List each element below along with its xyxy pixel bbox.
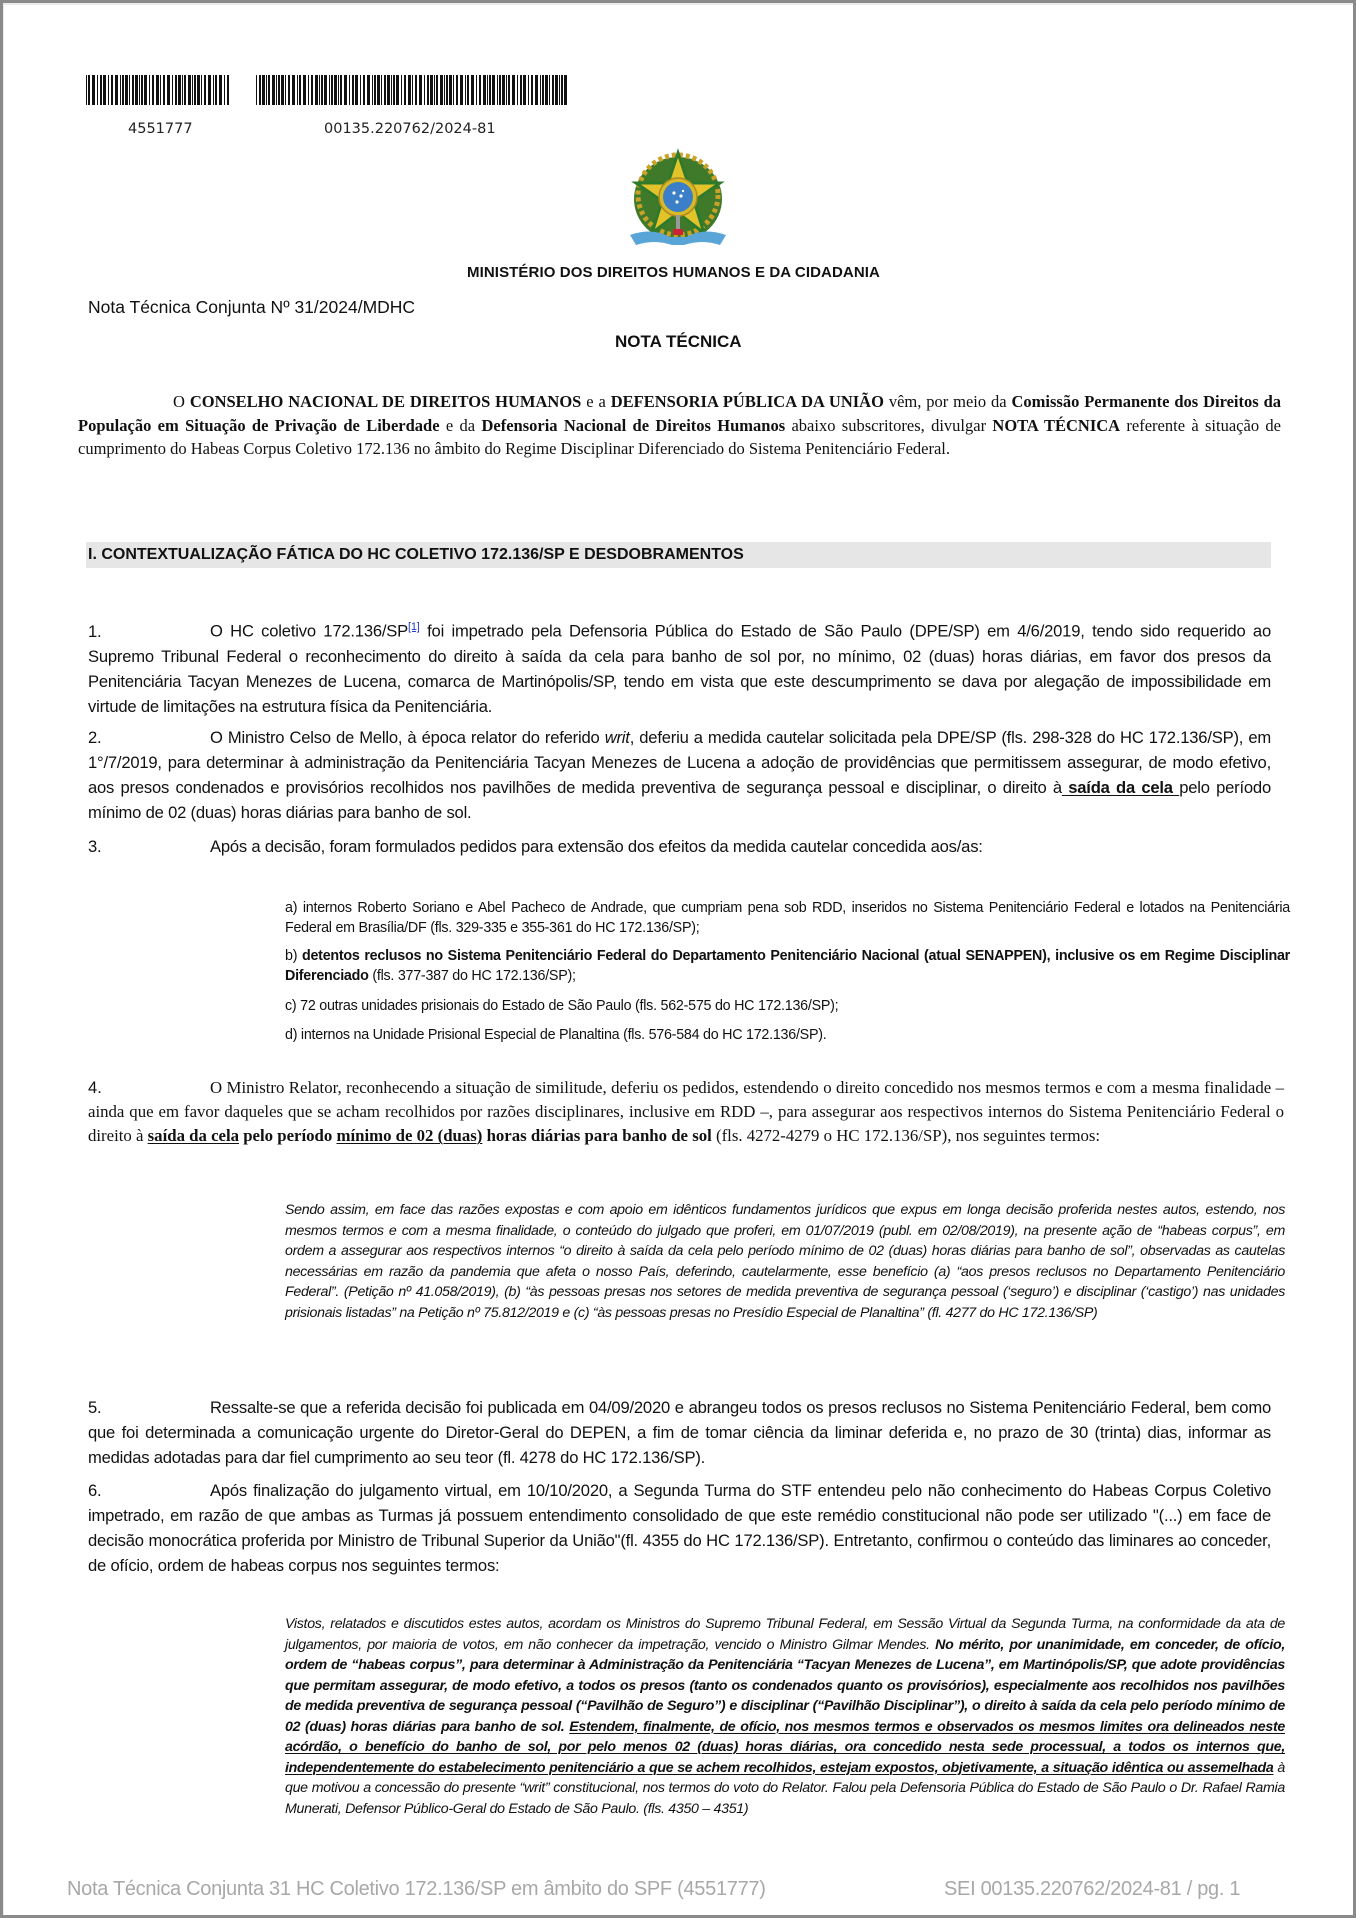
barcode-bar (208, 75, 211, 105)
barcode-bar (471, 75, 474, 105)
section-heading-1 (86, 542, 1271, 568)
barcode-bar (492, 75, 495, 105)
barcode-bar (115, 75, 118, 105)
barcode-bar (156, 75, 159, 105)
citation-block-1: Sendo assim, em face das razões expostas e com apoio em idênticos fundamentos jurídicos que expus em longa decisão proferida nestes autos, estendo, nos mesmos termos e com a mesma finalidade, o conteúdo do julgado que proferi, em 01/07/2019 (publ. em 02/08/2019), na presente ação de “habeas corpus”, em ordem a assegurar aos respectivos internos “o direito à saída da cela pelo período mínimo de 02 (duas) horas diárias para banho de sol”, observadas as cautelas necessárias em razão da pandemia que afeta o nosso País, deferindo, cautelarmente, esse benefício (a) “aos presos reclusos no Departamento Penitenciário Federal”. (Petição nº 41.058/2019), (b) “às pessoas presas nos setores de medida preventiva de segurança pessoal (‘seguro’) e disciplinar (‘castigo’) nas unidades prisionais listadas” na Petição nº 75.812/2019 e (c) “às pessoas presas no Presídio Especial de Planaltina” (fl. 4277 do HC 172.136/SP) (285, 1202, 1285, 1321)
barcode-bar (381, 75, 382, 105)
barcode-bar (288, 75, 290, 105)
barcode-bar (349, 75, 350, 105)
barcode-bar (175, 75, 177, 105)
barcode-bar (549, 75, 550, 105)
paragraph-number: 3. (88, 837, 102, 856)
paragraph-text: foi impetrado pela Defensoria Pública do Estado de São Paulo (DPE/SP) em 4/6/2019, tendo sido requerido ao Supremo Tribunal Federal o reconhecimento do direito à saída da cela para banho de sol por, no mínimo, 02 (duas) horas diárias, em favor dos presos da Penitenciária Tacyan Menezes de Lucena, comarca de Martinópolis/SP, tendo em vista que este descumprimento se dava por alegação de impossibilidade em virtude de limitações na estrutura física da Penitenciária. (88, 621, 1271, 716)
barcode-bar (465, 75, 466, 105)
barcode-bar (561, 75, 563, 105)
barcode-bar (377, 75, 380, 105)
barcode-bar (479, 75, 481, 105)
barcode-bar (160, 75, 161, 105)
footer-document-reference: Nota Técnica Conjunta 31 HC Coletivo 172.136/SP em âmbito do SPF (4551777) (67, 1878, 766, 1900)
barcode-bar (97, 75, 98, 105)
barcode-bar (86, 75, 87, 105)
barcode-bar (374, 75, 376, 105)
barcode-bar (360, 75, 361, 105)
barcode-bar (434, 75, 435, 105)
barcode-bar (391, 75, 392, 105)
list-item-prefix: b) (285, 948, 302, 964)
paragraph-text: pelo período mínimo de 02 (duas) horas diárias para banho de sol. (88, 778, 1271, 822)
barcode-bar (276, 75, 277, 105)
paragraph-number: 1. (88, 621, 102, 641)
barcode-bar (292, 75, 295, 105)
barcode-bar (338, 75, 339, 105)
barcode-bar (204, 75, 206, 105)
barcode-bar (266, 75, 267, 105)
barcode-bar (427, 75, 429, 105)
barcode-bar (499, 75, 501, 105)
paragraph-text: Ressalte-se que a referida decisão foi publicada em 04/09/2020 e abrangeu todos os presos reclusos no Sistema Penitenciário Federal, bem como que foi determinada a comunicação urgente do Diretor-Geral do DEPEN, a fim de tomar ciência da liminar deferida e, no prazo de 30 (trinta) dias, informar as medidas adotadas para dar fiel cumprimento ao seu teor (fl. 4278 do HC 172.136/SP). (88, 1398, 1271, 1467)
document-title: NOTA TÉCNICA (615, 332, 742, 351)
intro-paragraph (78, 390, 1281, 461)
barcode-bar (396, 75, 399, 105)
barcode-bar (308, 75, 309, 105)
barcode-bar (528, 75, 529, 105)
list-item-a: a) internos Roberto Soriano e Abel Pacheco de Andrade, que cumpriam pena sob RDD, inseridos no Sistema Penitenciário Federal e lotados na Penitenciária Federal em Brasília/DF (fls. 329-335 e 355-361 do HC 172.136/SP); (285, 900, 1290, 936)
paragraph-bold: horas diárias para banho de sol (482, 1126, 712, 1145)
saida-da-cela-emphasis: saída da cela (147, 1126, 240, 1145)
barcode-bar (88, 75, 90, 105)
intro-comissao: Comissão Permanente dos Direitos da População em Situação de Privação de Liberdade (78, 392, 1282, 435)
barcode-bar (540, 75, 541, 105)
paragraph-2 (88, 725, 1271, 825)
barcode-bar (197, 75, 200, 105)
barcode-bar (497, 75, 498, 105)
barcode-bar (564, 75, 567, 105)
barcode-bar (487, 75, 488, 105)
intro-text: e a (581, 392, 611, 411)
barcode-bar (152, 75, 154, 105)
barcode-bar (506, 75, 507, 105)
barcode-bar (256, 75, 257, 105)
barcode-bar (319, 75, 320, 105)
barcode-bar (108, 75, 109, 105)
barcode-bar (321, 75, 323, 105)
section-heading-text: I. CONTEXTUALIZAÇÃO FÁTICA DO HC COLETIVO 172.136/SP E DESDOBRAMENTOS (88, 546, 744, 563)
barcode-bar (523, 75, 526, 105)
barcode-bar (122, 75, 124, 105)
barcode-bar (331, 75, 333, 105)
barcode-document-number (86, 75, 234, 105)
barcode-bar (460, 75, 463, 105)
barcode-bar (278, 75, 280, 105)
intro-text: e da (439, 415, 482, 435)
paragraph-1 (88, 615, 1271, 719)
list-item-d: d) internos na Unidade Prisional Especial de Planaltina (fls. 576-584 do HC 172.136/SP). (285, 1027, 827, 1043)
barcode-bar (182, 75, 183, 105)
paragraph-text: O Ministro Celso de Mello, à época relator do referido (210, 728, 605, 747)
paragraph-text: O Ministro Relator, reconhecendo a situação de similitude, deferiu os pedidos, estendendo o direito concedido nos mesmos termos e com a mesma finalidade – ainda que em favor daqueles que se acham recolhidos por razões disciplinares, inclusive em RDD –, para assegurar aos respectivos internos do Sistema Penitenciário Federal o direito à (88, 1078, 1284, 1145)
barcode-bar (412, 75, 413, 105)
paragraph-text: (fls. 4272-4279 o HC 172.136/SP), nos seguintes termos: (711, 1126, 1101, 1145)
quote-text: Vistos, relatados e discutidos estes autos, acordam os Ministros do Supremo Tribunal Federal, em Sessão Virtual da Segunda Turma, na conformidade da ata de julgamentos, por maioria de votos, em não conhecer da impetração, vencido o Ministro Gilmar Mendes. (285, 1616, 1285, 1653)
intro-cndh: CONSELHO NACIONAL DE DIREITOS HUMANOS (189, 392, 582, 411)
barcode-bar (440, 75, 443, 105)
barcode-bar (344, 75, 347, 105)
quote-bold: No mérito, por unanimidade, em conceder, de ofício, ordem de “habeas corpus”, para determinar à Administração da Penitenciária “Tacyan Menezes de Lucena”, em Martinópolis/SP, que adote providências que permitam assegurar, de modo efetivo, a todos os presos (tanto os condenados quanto os provisórios), especialmente aos recolhidos nos pavilhões de medida preventiva de segurança pessoal (“Pavilhão de Seguro”) e disciplinar (“Pavilhão Disciplinar”), o direito à saída da cela pelo período mínimo de 02 (duas) horas diárias para banho de sol. (285, 1636, 1285, 1735)
paragraph-6 (88, 1478, 1271, 1578)
barcode-bar (449, 75, 452, 105)
barcode-bar (476, 75, 477, 105)
barcode-bar (92, 75, 95, 105)
list-item-b (285, 946, 1290, 986)
writ-term: writ (604, 728, 630, 747)
barcode-bar (372, 75, 373, 105)
barcode-bar (324, 75, 327, 105)
barcode-bar (424, 75, 425, 105)
barcode-bar (285, 75, 286, 105)
barcode-process-number (256, 75, 572, 105)
barcode-bar (502, 75, 505, 105)
barcode-bar (531, 75, 533, 105)
barcode-bar (430, 75, 433, 105)
barcode-bar (508, 75, 510, 105)
saida-da-cela-emphasis: saída da cela (1061, 778, 1180, 797)
paragraph-number: 4. (88, 1078, 102, 1097)
barcode-bar (303, 75, 306, 105)
barcode-bar (103, 75, 106, 105)
intro-text: referente à situação de cumprimento do Habeas Corpus Coletivo 172.136 no âmbito do Regime Disciplinar Diferenciado do Sistema Penitenciário Federal. (78, 415, 1281, 458)
barcode-bar (129, 75, 130, 105)
barcode-bar (467, 75, 469, 105)
barcode-bar (520, 75, 522, 105)
barcode-bar (444, 75, 445, 105)
barcode-bar (542, 75, 544, 105)
barcode-bar (393, 75, 395, 105)
barcode-bar (446, 75, 448, 105)
footnote-link[interactable]: [1] (408, 621, 420, 633)
barcode-bar (163, 75, 165, 105)
paragraph-5 (88, 1395, 1271, 1470)
barcode-bar (340, 75, 342, 105)
paragraph-3 (88, 834, 1271, 859)
barcode-bar (132, 75, 134, 105)
barcode-bar (311, 75, 313, 105)
citation-block-2 (285, 1614, 1285, 1819)
barcode-bar (384, 75, 386, 105)
intro-text: abaixo subscritores, divulgar (785, 415, 993, 435)
barcode-bar (167, 75, 170, 105)
barcode-bar (100, 75, 102, 105)
barcode-bar (363, 75, 365, 105)
barcode-bar (387, 75, 390, 105)
barcode-bar (555, 75, 558, 105)
barcode-bar (456, 75, 458, 105)
paragraph-4 (88, 1076, 1284, 1148)
barcode-bar (355, 75, 358, 105)
quote-underlined: Estendem, finalmente, de ofício, nos mesmos termos e observados os mesmos limites ora delineados neste acórdão, o benefício do banho de sol, por pelo menos 02 (duas) horas diárias, ora concedido nesta sede processual, a todos os internos que, independentemente do estabelecimento penitenciário a que se achem recolhidos, estejam expostos, objetivamente, a situação idêntica ou assemelhada (285, 1718, 1285, 1776)
barcode-bar (408, 75, 411, 105)
paragraph-number: 5. (88, 1398, 102, 1417)
barcode-bar (315, 75, 318, 105)
footer-page-reference: SEI 00135.220762/2024-81 / pg. 1 (944, 1878, 1241, 1900)
barcode-bar (272, 75, 275, 105)
barcode-bar (559, 75, 560, 105)
barcode-bar (259, 75, 261, 105)
barcode-bar (213, 75, 214, 105)
barcode-bar (299, 75, 301, 105)
barcode-bar (184, 75, 186, 105)
barcode-bar (352, 75, 354, 105)
paragraph-number: 2. (88, 728, 102, 747)
intro-text: O (173, 392, 190, 411)
list-item-c: c) 72 outras unidades prisionais do Estado de São Paulo (fls. 562-575 do HC 172.136/SP); (285, 998, 839, 1014)
intro-nota-tecnica: NOTA TÉCNICA (992, 415, 1121, 435)
barcode-1-label: 4551777 (128, 121, 193, 137)
barcode-bar (419, 75, 422, 105)
barcode-bar (219, 75, 222, 105)
brazil-coat-of-arms-icon (622, 147, 734, 251)
barcode-bar (172, 75, 173, 105)
paragraph-text: Após a decisão, foram formulados pedidos para extensão dos efeitos da medida cautelar concedida aos/as: (210, 837, 983, 856)
barcode-bar (125, 75, 128, 105)
barcode-bar (297, 75, 298, 105)
intro-dpu: DEFENSORIA PÚBLICA DA UNIÃO (610, 392, 884, 411)
barcode-bar (111, 75, 113, 105)
barcode-bar (517, 75, 518, 105)
barcode-bar (201, 75, 202, 105)
minimo-duas-emphasis: mínimo de 02 (duas) (336, 1126, 483, 1145)
barcode-bar (135, 75, 138, 105)
barcode-bar (120, 75, 121, 105)
ministry-name: MINISTÉRIO DOS DIREITOS HUMANOS E DA CIDADANIA (467, 264, 880, 281)
barcode-bar (144, 75, 147, 105)
barcode-bar (149, 75, 150, 105)
barcode-bar (329, 75, 330, 105)
barcode-bar (552, 75, 554, 105)
intro-text: vêm, por meio da (883, 392, 1012, 411)
list-item-text: (fls. 377-387 do HC 172.136/SP); (368, 968, 576, 984)
paragraph-text: , deferiu a medida cautelar solicitada pela DPE/SP (fls. 298-328 do HC 172.136/SP), em 1°/7/2019, para determinar à administração da Penitenciária Tacyan Menezes de Lucena a adoção de providências que permitissem assegurar, de modo efetivo, aos presos condenados e provisórios recolhidos nos pavilhões de medida preventiva de segurança pessoal e disciplinar, o direito à (88, 728, 1272, 797)
quote-text: à que motivou a concessão do presente “writ” constitucional, nos termos do voto do Relator. Falou pela Defensoria Pública do Estado de São Paulo o Dr. Rafael Ramia Munerati, Defensor Público-Geral do Estado de São Paulo. (fls. 4350 – 4351) (285, 1759, 1285, 1817)
barcode-2-label: 00135.220762/2024-81 (324, 121, 496, 137)
paragraph-number: 6. (88, 1481, 102, 1500)
barcode-bar (401, 75, 402, 105)
barcode-bar (512, 75, 515, 105)
document-page (3, 3, 1353, 1915)
barcode-bar (224, 75, 225, 105)
barcode-bar (483, 75, 486, 105)
paragraph-bold: pelo período (239, 1126, 337, 1145)
barcode-bar (404, 75, 406, 105)
paragraph-text: Após finalização do julgamento virtual, em 10/10/2020, a Segunda Turma do STF entendeu pelo não conhecimento do Habeas Corpus Coletivo impetrado, em razão de que ambas as Turmas já possuem entendimento consolidado de que este remédio constitucional não pode ser utilizado "(...) em face de decisão monocrática proferida por Ministro de Tribunal Superior da União"(fl. 4355 do HC 172.136/SP). Entretanto, confirmou o conteúdo das liminares ao conceder, de ofício, ordem de habeas corpus nos seguintes termos: (88, 1481, 1271, 1575)
barcode-bar (178, 75, 181, 105)
barcode-bar (141, 75, 143, 105)
barcode-bar (367, 75, 370, 105)
intro-defensoria-nacional: Defensoria Nacional de Direitos Humanos (481, 415, 786, 435)
barcode-bar (489, 75, 491, 105)
barcode-bar (192, 75, 193, 105)
barcode-bar (436, 75, 438, 105)
barcode-bar (227, 75, 229, 105)
barcode-bar (194, 75, 196, 105)
barcode-bar (281, 75, 284, 105)
barcode-bar (262, 75, 265, 105)
paragraph-text: O HC coletivo 172.136/SP (210, 621, 409, 641)
barcode-bar (334, 75, 337, 105)
barcode-bar (215, 75, 217, 105)
barcode-bar (139, 75, 140, 105)
list-item-bold: detentos reclusos no Sistema Penitenciário Federal do Departamento Penitenciário Nacional (atual SENAPPEN), inclusive os em Regime Disciplinar Diferenciado (285, 948, 1290, 984)
barcode-bar (535, 75, 538, 105)
barcode-bar (545, 75, 548, 105)
barcode-bar (268, 75, 270, 105)
barcode-bar (453, 75, 454, 105)
document-id: Nota Técnica Conjunta Nº 31/2024/MDHC (88, 297, 416, 317)
barcode-bar (188, 75, 191, 105)
barcode-bar (415, 75, 417, 105)
